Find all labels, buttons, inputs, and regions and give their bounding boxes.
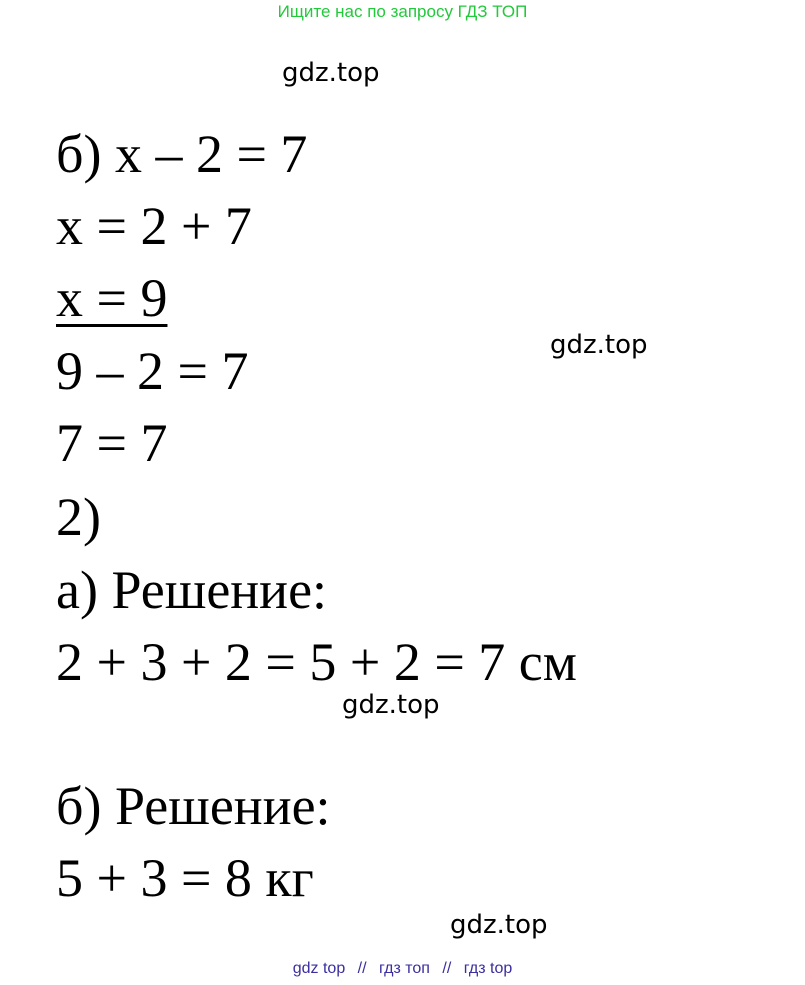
watermark: gdz.top [550,330,648,360]
watermark: gdz.top [450,910,548,940]
solution-line: 5 + 3 = 8 кг [56,848,314,908]
footer-links [0,960,805,978]
footer-separator: // [442,960,452,977]
footer-link[interactable]: гдз топ [379,960,430,977]
footer-link[interactable]: gdz top [292,960,346,977]
equation-answer: x = 9 [56,268,168,328]
watermark: gdz.top [282,58,380,88]
equation-check: 9 – 2 = 7 [56,341,249,401]
promo-banner: Ищите нас по запросу ГДЗ ТОП [277,2,528,21]
task-number: 2) [56,487,101,547]
equation-line: б) x – 2 = 7 [56,124,308,184]
footer-separator: // [357,960,367,977]
equation-line: x = 2 + 7 [56,196,252,256]
solution-heading: б) Решение: [56,776,331,836]
equation-check: 7 = 7 [56,413,168,473]
solution-line: 2 + 3 + 2 = 5 + 2 = 7 см [56,632,577,692]
footer-link[interactable]: гдз top [463,960,513,977]
watermark: gdz.top [342,690,440,720]
solution-heading: а) Решение: [56,560,328,620]
